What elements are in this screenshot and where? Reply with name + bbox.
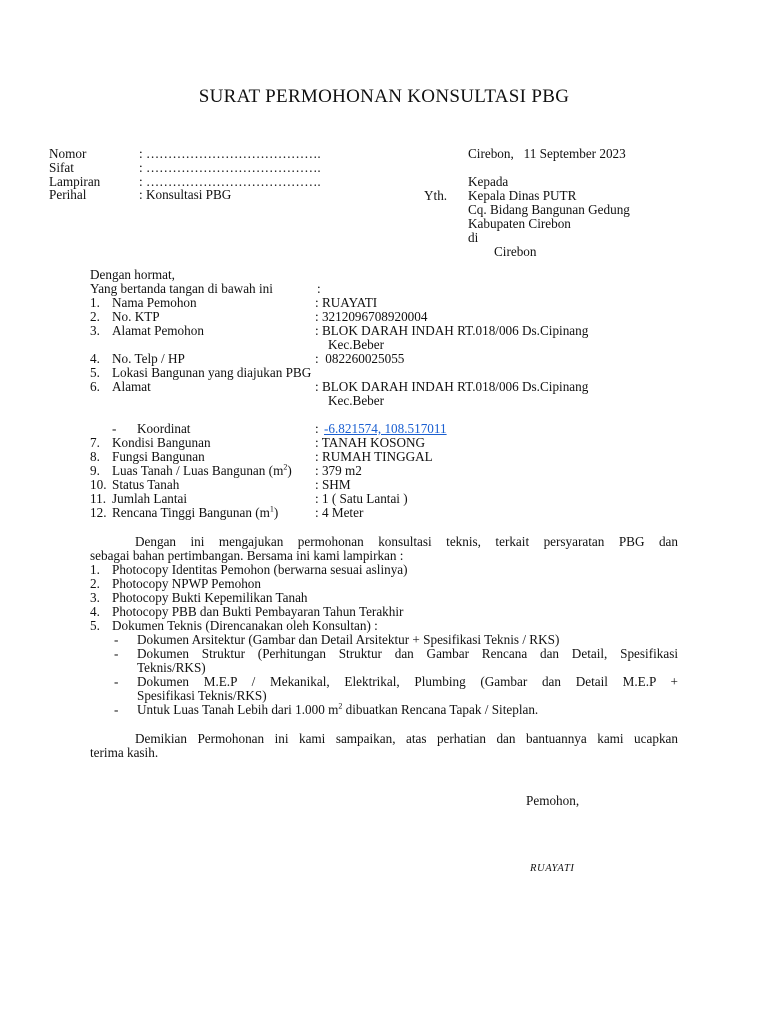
koordinat-dash: - — [112, 421, 117, 436]
item-number: 6. — [90, 379, 100, 394]
item-value: : 1 ( Satu Lantai ) — [315, 491, 408, 506]
item-label-end: ) — [287, 463, 292, 478]
recipient-kepada: Kepada — [468, 174, 509, 189]
item-label-text: Rencana Tinggi Bangunan (m — [112, 505, 270, 520]
recipient-city: Cirebon — [494, 244, 537, 259]
item-label: Kondisi Bangunan — [112, 435, 211, 450]
attachment-number: 5. — [90, 618, 100, 633]
undersigned-colon: : — [317, 281, 321, 296]
technical-doc-dash: - — [114, 632, 119, 647]
technical-doc-item: Dokumen M.E.P / Mekanikal, Elektrikal, Plumbing (Gambar dan Detail M.E.P + — [137, 674, 678, 689]
item-value: : TANAH KOSONG — [315, 435, 426, 450]
item-label: No. KTP — [112, 309, 160, 324]
intro-paragraph-line1: Dengan ini mengajukan permohonan konsultasi teknis, terkait persyaratan PBG dan — [135, 534, 678, 549]
item-label: Jumlah Lantai — [112, 491, 188, 506]
item-value: : 379 m2 — [315, 463, 362, 478]
yth-label: Yth. — [424, 188, 448, 203]
technical-doc-item: Dokumen Arsitektur (Gambar dan Detail Arsitektur + Spesifikasi Teknis / RKS) — [137, 632, 560, 647]
attachment-number: 4. — [90, 604, 100, 619]
item-number: 4. — [90, 351, 100, 366]
item-number: 2. — [90, 309, 100, 324]
signature-label: Pemohon, — [526, 793, 580, 808]
technical-doc-item-continued: Spesifikasi Teknis/RKS) — [137, 688, 267, 703]
attachment-item: Photocopy PBB dan Bukti Pembayaran Tahun Terakhir — [112, 604, 404, 619]
recipient-line2: Cq. Bidang Bangunan Gedung — [468, 202, 630, 217]
lampiran-value: : …………………………………. — [139, 174, 321, 189]
attachment-item: Dokumen Teknis (Direncanakan oleh Konsultan) : — [112, 618, 378, 633]
technical-doc-text: Untuk Luas Tanah Lebih dari 1.000 m — [137, 702, 339, 717]
superscript: 1 — [269, 504, 274, 514]
koordinat-label: Koordinat — [137, 421, 191, 436]
item-number: 3. — [90, 323, 100, 338]
item-value: : 3212096708920004 — [315, 309, 428, 324]
sifat-label: Sifat — [49, 160, 74, 175]
closing-line2: terima kasih. — [90, 745, 159, 760]
item-value-continued: Kec.Beber — [328, 337, 385, 352]
superscript: 2 — [338, 701, 343, 711]
item-value: : BLOK DARAH INDAH RT.018/006 Ds.Cipinang — [315, 323, 589, 338]
letter-title: SURAT PERMOHONAN KONSULTASI PBG — [198, 86, 570, 107]
attachment-number: 3. — [90, 590, 100, 605]
greeting: Dengan hormat, — [90, 267, 175, 282]
item-value: : BLOK DARAH INDAH RT.018/006 Ds.Cipinang — [315, 379, 589, 394]
technical-doc-dash: - — [114, 674, 119, 689]
lampiran-label: Lampiran — [49, 174, 101, 189]
attachment-item: Photocopy Identitas Pemohon (berwarna sesuai aslinya) — [112, 562, 408, 577]
closing-line1: Demikian Permohonan ini kami sampaikan, atas perhatian dan bantuannya kami ucapkan — [135, 731, 678, 746]
item-number: 5. — [90, 365, 100, 380]
nomor-label: Nomor — [49, 146, 87, 161]
attachment-number: 2. — [90, 576, 100, 591]
item-number: 7. — [90, 435, 100, 450]
sifat-value: : …………………………………. — [139, 160, 321, 175]
item-label: No. Telp / HP — [112, 351, 185, 366]
technical-doc-dash: - — [114, 702, 119, 717]
item-number: 1. — [90, 295, 100, 310]
attachment-number: 1. — [90, 562, 100, 577]
item-number: 8. — [90, 449, 100, 464]
technical-doc-text-end: dibuatkan Rencana Tapak / Siteplan. — [342, 702, 539, 717]
place-date: Cirebon, 11 September 2023 — [468, 146, 626, 161]
item-label: Nama Pemohon — [112, 295, 197, 310]
perihal-value: : Konsultasi PBG — [139, 187, 232, 202]
item-label-text: Luas Tanah / Luas Bangunan (m — [112, 463, 284, 478]
item-number: 11. — [90, 491, 106, 506]
recipient-line3: Kabupaten Cirebon — [468, 216, 571, 231]
technical-doc-dash: - — [114, 646, 119, 661]
attachment-item: Photocopy Bukti Kepemilikan Tanah — [112, 590, 308, 605]
item-label — [112, 506, 278, 520]
item-number: 10. — [90, 477, 107, 492]
item-number: 9. — [90, 463, 100, 478]
perihal-label: Perihal — [49, 187, 87, 202]
undersigned-label: Yang bertanda tangan di bawah ini — [90, 281, 273, 296]
item-value: : 4 Meter — [315, 505, 364, 520]
recipient-di: di — [468, 230, 479, 245]
item-label-end: ) — [273, 505, 279, 520]
item-label — [112, 464, 292, 478]
item-label: Lokasi Bangunan yang diajukan PBG — [112, 365, 312, 380]
superscript: 2 — [283, 462, 288, 472]
recipient-line1: Kepala Dinas PUTR — [468, 188, 577, 203]
item-value: : 082260025055 — [315, 351, 405, 366]
signature-name: RUAYATI — [530, 863, 575, 874]
technical-doc-item: Dokumen Struktur (Perhitungan Struktur dan Gambar Rencana dan Detail, Spesifikasi — [137, 646, 678, 661]
technical-doc-item-continued: Teknis/RKS) — [137, 660, 206, 675]
item-value-continued: Kec.Beber — [328, 393, 385, 408]
technical-doc-item — [137, 703, 538, 717]
item-number: 12. — [90, 505, 107, 520]
item-value: : SHM — [315, 477, 351, 492]
item-value: : RUMAH TINGGAL — [315, 449, 433, 464]
nomor-value: : …………………………………. — [139, 146, 321, 161]
item-label: Alamat — [112, 379, 151, 394]
intro-paragraph-line2: sebagai bahan pertimbangan. Bersama ini kami lampirkan : — [90, 548, 404, 563]
attachment-item: Photocopy NPWP Pemohon — [112, 576, 261, 591]
item-label: Status Tanah — [112, 477, 180, 492]
item-label: Alamat Pemohon — [112, 323, 204, 338]
koordinat-link[interactable]: -6.821574, 108.517011 — [324, 421, 447, 436]
item-value: : RUAYATI — [315, 295, 378, 310]
item-label: Fungsi Bangunan — [112, 449, 205, 464]
koordinat-colon: : — [315, 421, 319, 436]
